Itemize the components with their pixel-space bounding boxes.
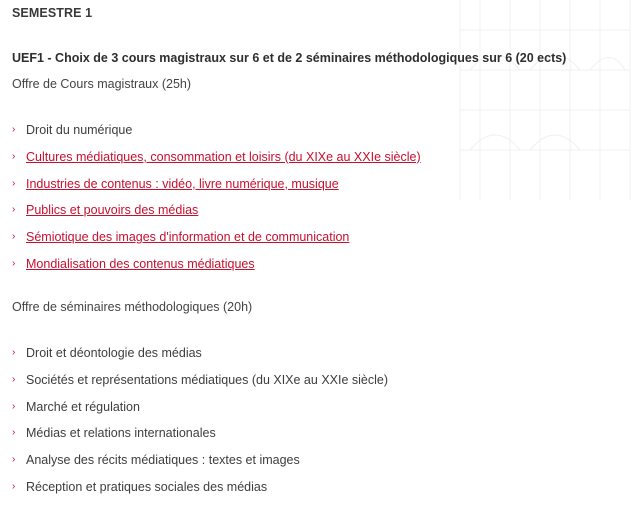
chevron-right-icon: ›: [12, 480, 16, 492]
list-item: [12, 256, 421, 283]
chevron-right-icon: ›: [12, 454, 16, 466]
list-item: [12, 399, 388, 426]
list-item: [12, 176, 421, 203]
chevron-right-icon: ›: [12, 204, 16, 216]
course-label: Droit du numérique: [26, 123, 133, 137]
list-item: [12, 452, 388, 479]
chevron-right-icon: ›: [12, 347, 16, 358]
cours-offer-title: Offre de Cours magistraux (25h): [12, 77, 192, 91]
background-decoration: [450, 0, 640, 200]
chevron-right-icon: ›: [12, 231, 16, 243]
seminar-label: Sociétés et représentations médiatiques (du XIXe au XXIe siècle): [26, 372, 389, 387]
list-item: [12, 229, 421, 256]
semester-title: SEMESTRE 1: [12, 6, 93, 20]
seminar-label: Réception et pratiques sociales des médias: [26, 479, 268, 494]
seminaires-list: [12, 345, 388, 505]
list-item: [12, 425, 388, 452]
seminar-label: Marché et régulation: [26, 399, 140, 414]
list-item: [12, 122, 421, 149]
chevron-right-icon: ›: [12, 124, 16, 135]
chevron-right-icon: ›: [12, 257, 16, 269]
course-link[interactable]: Sémiotique des images d'information et de communication: [26, 230, 350, 245]
cours-list: [12, 122, 421, 283]
list-item: [12, 345, 388, 372]
list-item: [12, 372, 388, 399]
list-item: [12, 202, 421, 229]
course-link[interactable]: Publics et pouvoirs des médias: [26, 203, 199, 218]
chevron-right-icon: ›: [12, 150, 16, 162]
seminar-label: Médias et relations internationales: [26, 426, 216, 441]
seminaires-offer-title: Offre de séminaires méthodologiques (20h): [12, 300, 253, 314]
chevron-right-icon: ›: [12, 373, 16, 385]
chevron-right-icon: ›: [12, 177, 16, 189]
list-item: [12, 149, 421, 176]
course-link[interactable]: Industries de contenus : vidéo, livre numérique, musique: [26, 176, 339, 191]
seminar-label: Droit et déontologie des médias: [26, 346, 202, 360]
uef-title: UEF1 - Choix de 3 cours magistraux sur 6 et de 2 séminaires méthodologiques sur 6 (20 ects): [12, 51, 567, 65]
list-item: [12, 479, 388, 505]
chevron-right-icon: ›: [12, 400, 16, 412]
chevron-right-icon: ›: [12, 427, 16, 439]
seminar-label: Analyse des récits médiatiques : textes et images: [26, 453, 300, 468]
course-link[interactable]: Mondialisation des contenus médiatiques: [26, 256, 255, 271]
course-link[interactable]: Cultures médiatiques, consommation et loisirs (du XIXe au XXIe siècle): [26, 149, 421, 164]
